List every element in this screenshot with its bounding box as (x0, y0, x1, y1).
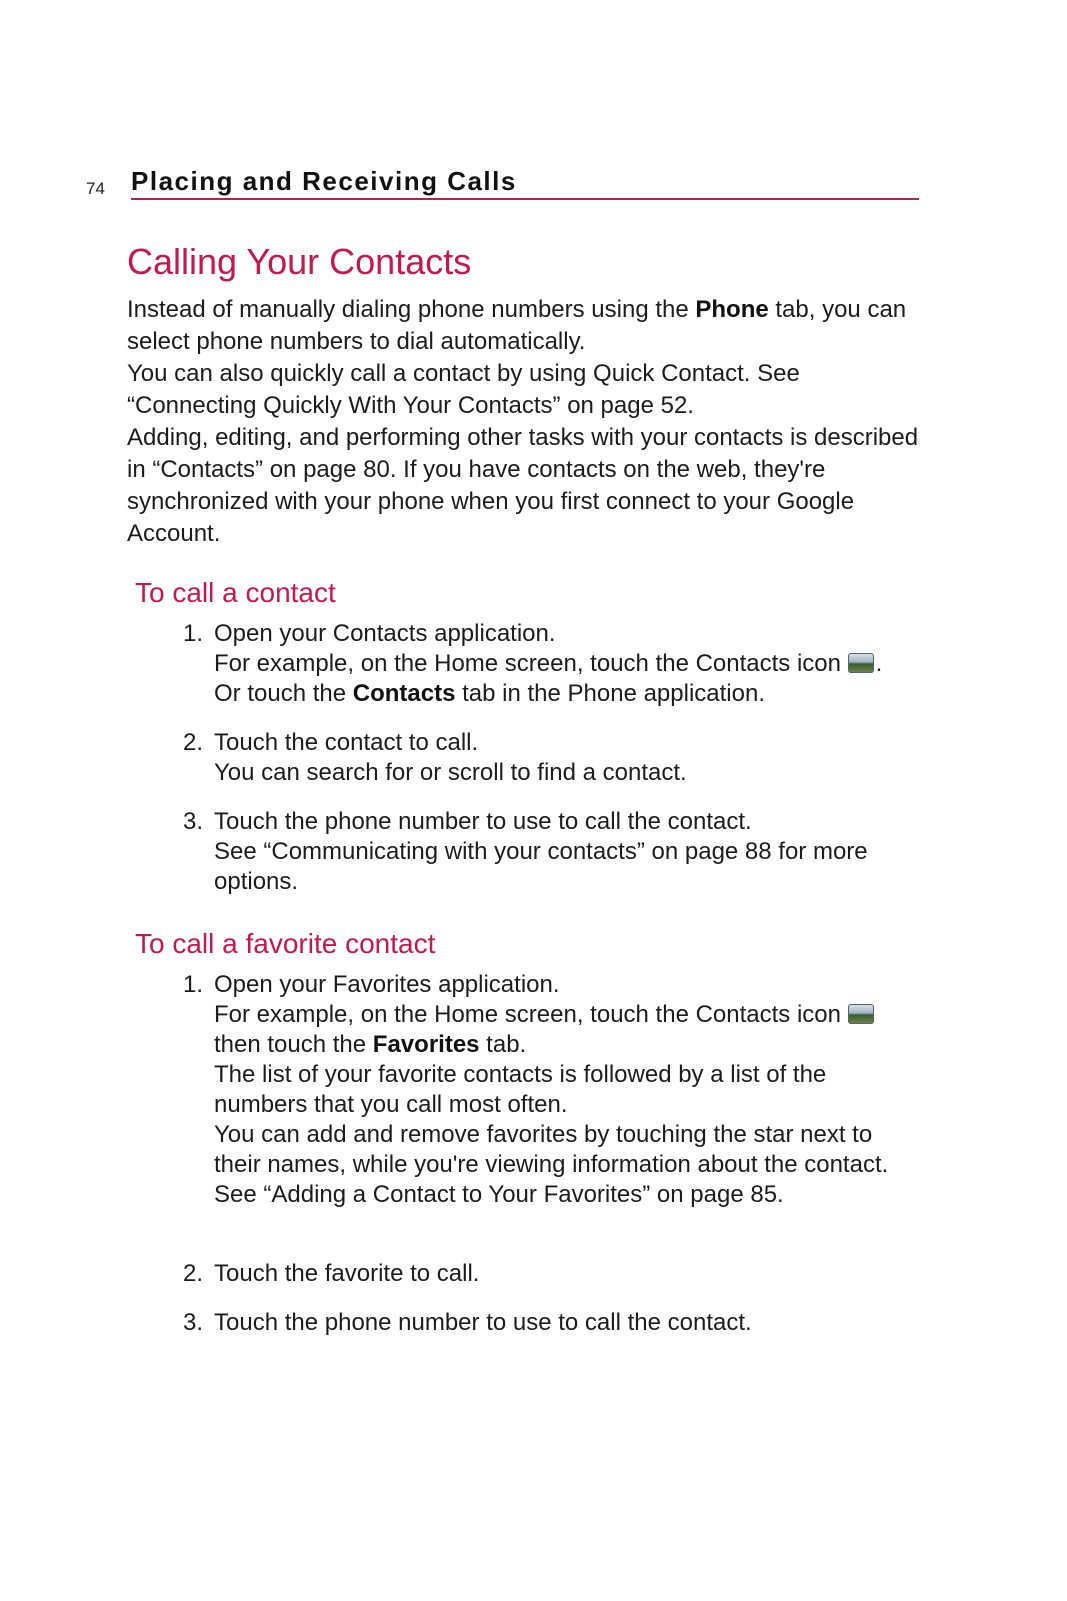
step-main: Open your Favorites application. (214, 971, 560, 998)
list-item (183, 728, 913, 788)
running-header (131, 166, 919, 200)
step-number: 3. (183, 808, 204, 835)
step-main: Touch the phone number to use to call the contact. (214, 808, 752, 835)
step-number: 3. (183, 1309, 204, 1336)
step-body (214, 1259, 913, 1289)
step-detail: You can search for or scroll to find a contact. (214, 759, 687, 786)
step-body (214, 970, 913, 1210)
section-heading-call-contact: To call a contact (135, 577, 336, 608)
step-detail-text: . Or touch the (214, 650, 883, 707)
favorites-tab-term: Favorites (372, 1031, 480, 1058)
contacts-app-icon (848, 653, 874, 673)
step-main: Touch the favorite to call. (214, 1260, 480, 1287)
intro-paragraph-1 (127, 294, 927, 358)
list-item (183, 1259, 913, 1289)
step-main: Open your Contacts application. (214, 620, 556, 647)
step-number: 2. (183, 1260, 204, 1287)
list-item (183, 619, 913, 709)
step-body (214, 619, 913, 709)
intro-paragraph-3: Adding, editing, and performing other tasks with your contacts is described in “Contacts” on page 80. If you have contacts on the web, they're synchronized with your phone when you first connect to your Google Account. (127, 424, 919, 547)
page-number: 74 (86, 179, 105, 198)
step-detail-text: tab in the Phone application. (455, 680, 765, 707)
step-body (214, 1308, 913, 1338)
step-detail (214, 1000, 913, 1060)
running-header-title: Placing and Receiving Calls (131, 166, 517, 196)
step-number: 1. (183, 620, 204, 647)
step-number: 1. (183, 971, 204, 998)
step-body (214, 728, 913, 788)
step-detail: See “Communicating with your contacts” on page 88 for more options. (214, 838, 868, 895)
list-item (183, 807, 913, 897)
intro-p1-start: Instead of manually dialing phone numbers using the (127, 296, 696, 323)
step-body (214, 807, 913, 897)
contacts-app-icon (848, 1004, 874, 1024)
page-title: Calling Your Contacts (127, 241, 472, 282)
intro-text (127, 294, 927, 550)
step-detail-text: then touch the (214, 1031, 373, 1058)
phone-tab-term: Phone (695, 296, 769, 323)
step-main: Touch the contact to call. (214, 729, 479, 756)
step-detail (214, 649, 913, 709)
step-detail: You can add and remove favorites by touching the star next to their names, while you're viewing information about the contact. See “Adding a Contact to Your Favorites” on page 85. (214, 1121, 889, 1208)
list-item (183, 1308, 913, 1338)
contacts-tab-term: Contacts (352, 680, 456, 707)
step-number: 2. (183, 729, 204, 756)
intro-p1-end: tab, you can select phone numbers to dial automatically. (127, 296, 907, 355)
intro-paragraph-2: You can also quickly call a contact by using Quick Contact. See “Connecting Quickly With Your Contacts” on page 52. (127, 360, 800, 419)
step-main: Touch the phone number to use to call the contact. (214, 1309, 752, 1336)
step-detail: The list of your favorite contacts is followed by a list of the numbers that you call most often. (214, 1061, 827, 1118)
step-detail-text: For example, on the Home screen, touch the Contacts icon (214, 650, 848, 677)
step-detail-text: For example, on the Home screen, touch the Contacts icon (214, 1001, 848, 1028)
section-heading-call-favorite: To call a favorite contact (135, 928, 436, 959)
step-detail-text: tab. (479, 1031, 527, 1058)
list-item (183, 970, 913, 1210)
